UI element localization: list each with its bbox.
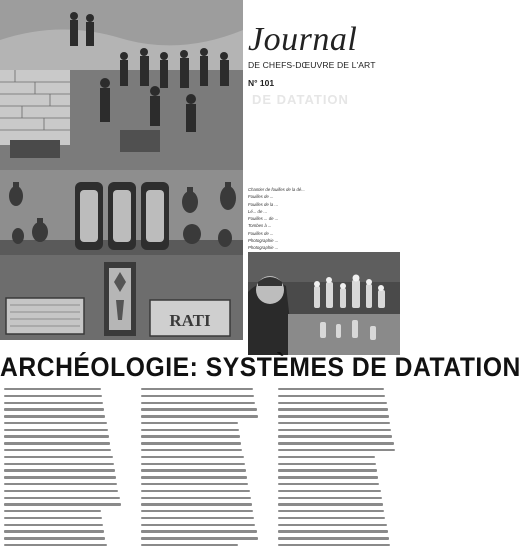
body-text-line (4, 497, 120, 499)
body-text-line (141, 388, 253, 390)
body-text-line (141, 456, 244, 458)
body-text-line (278, 537, 389, 539)
body-text-line (4, 422, 107, 424)
body-text-line (141, 395, 254, 397)
body-text-line (4, 429, 108, 431)
body-text-line (278, 510, 384, 512)
caption-line: Photographie ... (248, 245, 279, 251)
body-text-line (141, 422, 238, 424)
body-text-line (141, 517, 254, 519)
body-text-line (141, 544, 238, 546)
body-text-line (141, 490, 250, 492)
body-text-line (141, 469, 246, 471)
caption-list (248, 186, 396, 259)
body-text-line (4, 415, 105, 417)
body-text-line (278, 408, 388, 410)
journal-logo: Journal (248, 21, 358, 58)
body-text-line (4, 463, 114, 465)
sarcophagus-inscription: RATI (169, 311, 211, 330)
body-text-line (4, 476, 116, 478)
caption-line: Tombes à ... (248, 223, 272, 229)
body-text-line (141, 435, 240, 437)
body-text-line (278, 544, 390, 546)
body-text-line (141, 497, 251, 499)
body-text-line (141, 510, 253, 512)
body-text-line (278, 483, 379, 485)
body-text-line (4, 490, 118, 492)
body-text-line (278, 435, 392, 437)
article-headline: ARCHÉOLOGIE: SYSTÈMES DE DATATION (0, 352, 521, 382)
body-text-line (278, 402, 387, 404)
body-text-line (278, 476, 378, 478)
body-text-line (4, 544, 107, 546)
body-text-line (4, 530, 104, 532)
caption-line: Chantier de fouilles de la dé... (248, 187, 305, 192)
caption-line: Fouilles ... de ... (248, 216, 279, 222)
body-text-line (141, 415, 258, 417)
body-text-line (278, 469, 377, 471)
article-body (0, 388, 400, 550)
issue-number: N° 101 (248, 78, 275, 88)
body-text-line (278, 490, 381, 492)
body-text-line (278, 524, 387, 526)
body-text-line (278, 422, 390, 424)
body-text-line (278, 429, 391, 431)
body-text-line (141, 442, 241, 444)
body-text-line (141, 449, 242, 451)
faded-title: DE DATATION (252, 92, 349, 107)
body-text-line (141, 537, 258, 539)
body-text-line (141, 476, 247, 478)
finds-photo-image (248, 252, 400, 355)
body-text-line (4, 402, 103, 404)
body-column-2 (141, 388, 259, 550)
body-text-line (4, 524, 103, 526)
body-text-line (4, 456, 113, 458)
body-text-line (278, 456, 375, 458)
caption-line: Fouilles de la ... (248, 201, 279, 207)
body-text-line (4, 517, 102, 519)
body-text-line (278, 517, 385, 519)
body-text-line (4, 537, 105, 539)
body-text-line (141, 463, 245, 465)
body-text-line (278, 503, 383, 505)
body-column-3 (278, 388, 396, 550)
body-text-line (4, 388, 101, 390)
caption-line: Fouilles de ... (248, 230, 274, 236)
excavation-illustration (0, 0, 243, 340)
body-text-line (278, 415, 389, 417)
body-text-line (141, 408, 257, 410)
body-text-line (141, 524, 255, 526)
body-text-line (4, 442, 110, 444)
body-text-line (4, 435, 109, 437)
finds-photograph (248, 252, 400, 355)
body-text-line (4, 469, 115, 471)
body-text-line (141, 530, 257, 532)
journal-subtitle: DE CHEFS-DŒUVRE DE L'ART (248, 60, 376, 70)
body-text-line (4, 395, 102, 397)
body-text-line (278, 388, 384, 390)
body-text-line (4, 503, 121, 505)
body-text-line (141, 402, 255, 404)
body-text-line (4, 510, 101, 512)
body-text-line (278, 442, 394, 444)
body-text-line (278, 395, 385, 397)
body-text-line (4, 408, 104, 410)
body-column-1 (4, 388, 122, 550)
caption-line: Fouilles de ... (248, 194, 274, 200)
body-text-line (278, 463, 376, 465)
excavation-engraving (0, 0, 243, 340)
body-text-line (141, 503, 252, 505)
body-text-line (278, 497, 382, 499)
body-text-line (141, 429, 239, 431)
body-text-line (278, 530, 388, 532)
body-text-line (4, 449, 111, 451)
body-text-line (4, 483, 117, 485)
caption-line: Photographie ... (248, 238, 279, 244)
body-text-line (278, 449, 395, 451)
body-text-line (141, 483, 248, 485)
caption-line: Lé... de ... (248, 208, 268, 214)
